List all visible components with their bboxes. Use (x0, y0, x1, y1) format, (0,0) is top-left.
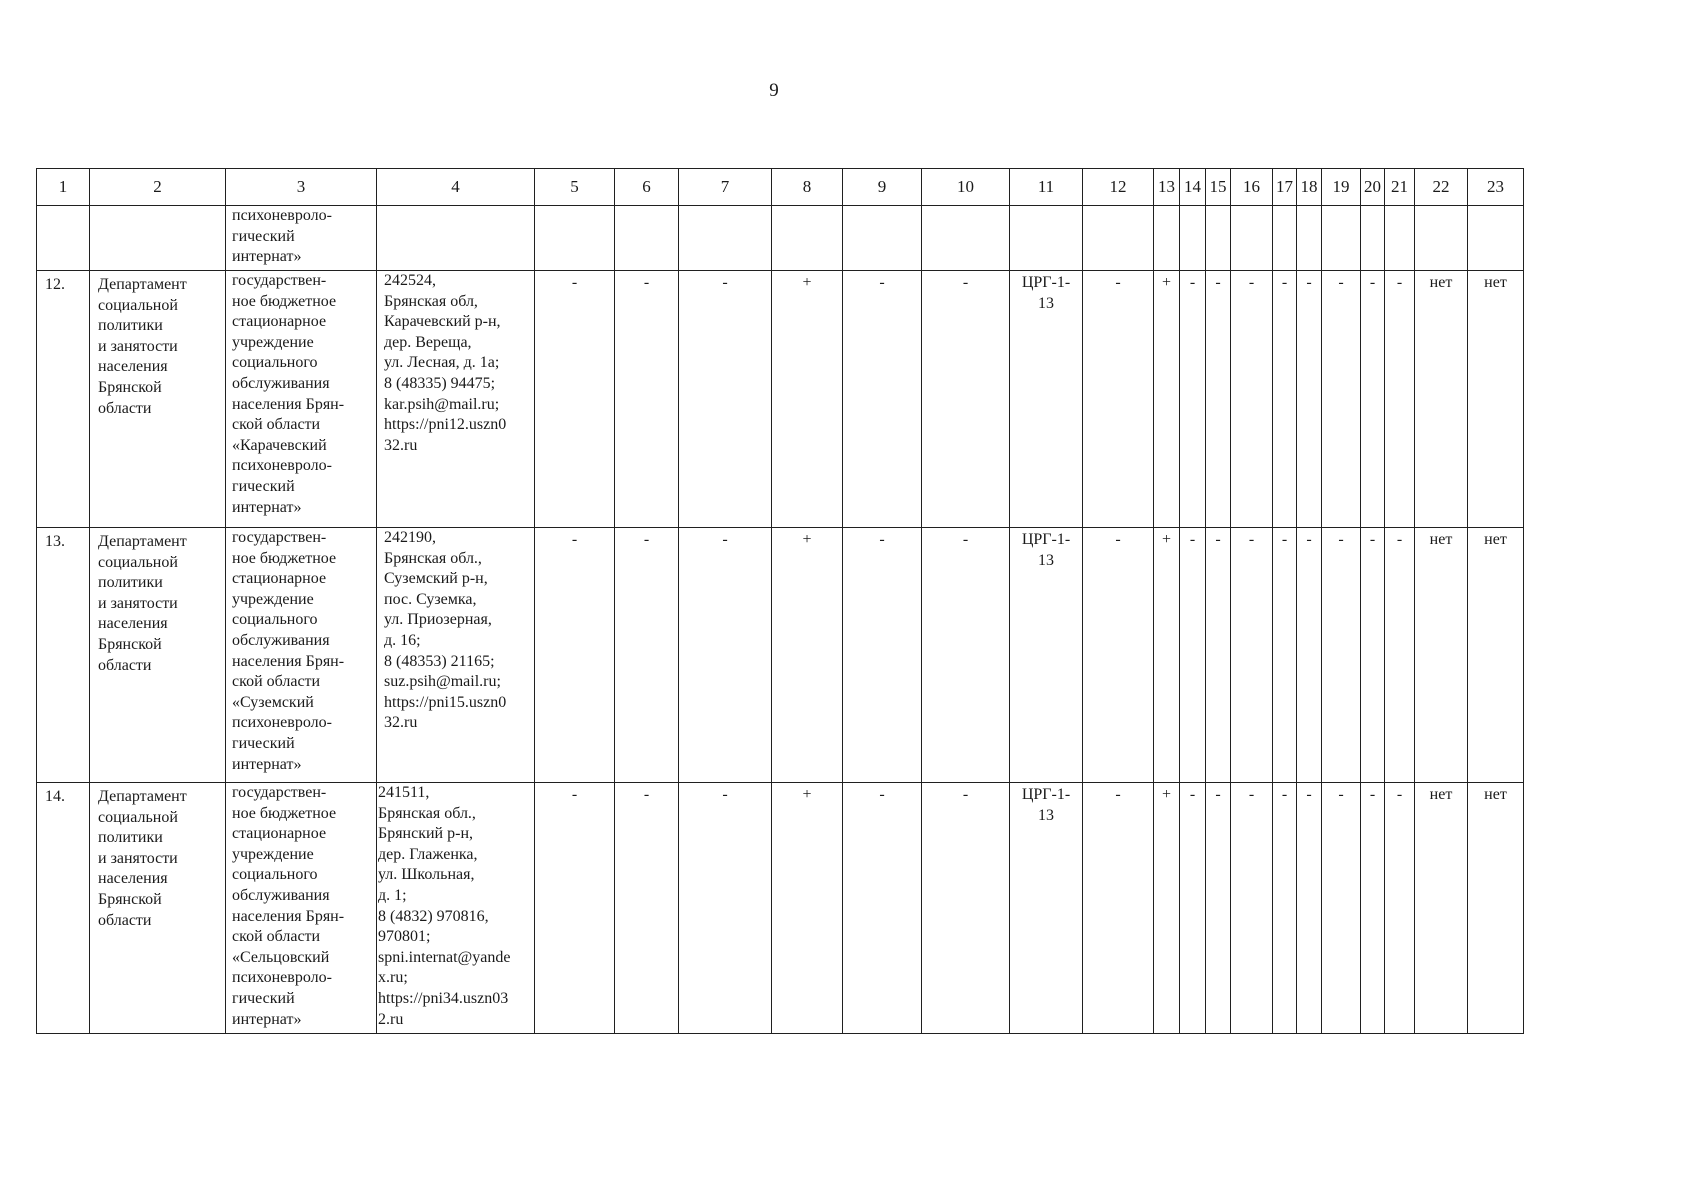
page-number: 9 (769, 80, 779, 101)
column-header: 5 (535, 169, 615, 206)
address-contacts-cell (377, 528, 535, 783)
cell-line: стационарное (232, 313, 327, 331)
cell-line: гический (232, 989, 295, 1007)
cell-line: Брянской (98, 890, 162, 908)
cell-line: гический (232, 227, 295, 245)
cell-line: области (98, 399, 152, 417)
value-cell-c10: - (922, 783, 1010, 1034)
cell-line: ное бюджетное (232, 804, 337, 822)
cell-line: политики (98, 574, 163, 592)
value-cell-c13: + (1154, 783, 1180, 1034)
cell-line: стационарное (232, 825, 327, 843)
value-cell-c8: + (772, 783, 843, 1034)
value-cell-c20: - (1361, 528, 1385, 783)
empty-cell (1010, 206, 1083, 271)
value-cell-c9: - (843, 783, 922, 1034)
cell-line: ской области (232, 673, 321, 691)
value-cell-c15: - (1206, 271, 1231, 528)
value-cell-c10: - (922, 271, 1010, 528)
value-cell-c15: - (1206, 528, 1231, 783)
value-cell-c19: - (1322, 271, 1361, 528)
cell-line: Департамент (98, 788, 187, 805)
cell-line: ное бюджетное (232, 549, 337, 567)
value-cell-c19: - (1322, 528, 1361, 783)
column-header: 19 (1322, 169, 1361, 206)
value-cell-c16: - (1231, 528, 1273, 783)
column-header: 2 (90, 169, 226, 206)
cell-line: и занятости (98, 594, 178, 612)
cell-line: интернат» (232, 1010, 302, 1028)
empty-cell (37, 206, 90, 271)
department-cell (90, 783, 226, 1034)
cell-line: Департамент (98, 533, 187, 550)
value-cell-c21: - (1385, 783, 1415, 1034)
cell-line: гический (232, 477, 295, 495)
empty-cell (90, 206, 226, 271)
empty-cell (1297, 206, 1322, 271)
cell-line: обслуживания (232, 886, 330, 904)
cell-line: Брянской (98, 378, 162, 396)
value-cell-c18: - (1297, 528, 1322, 783)
cell-line: Брянской (98, 635, 162, 653)
institution-name-cell (226, 528, 377, 783)
cell-line: kar.psih@mail.ru; (384, 395, 500, 413)
cell-line: пос. Суземка, (384, 590, 477, 608)
empty-cell (615, 206, 679, 271)
address-contacts-cell (377, 271, 535, 528)
column-header: 3 (226, 169, 377, 206)
cell-line: ЦРГ-1- (1021, 274, 1071, 291)
cell-line: x.ru; (378, 969, 408, 987)
column-header: 12 (1083, 169, 1154, 206)
cell-line: области (98, 911, 152, 929)
cell-line: suz.psih@mail.ru; (384, 673, 501, 691)
value-cell-c22: нет (1415, 271, 1468, 528)
register-table (36, 168, 1524, 1034)
cell-line: дер. Вереща, (384, 333, 472, 351)
row-number-cell: 12. (37, 271, 90, 528)
value-cell-c16: - (1231, 783, 1273, 1034)
table-row (37, 271, 1524, 528)
row-number-cell: 14. (37, 783, 90, 1034)
cell-line: «Карачевский (232, 436, 327, 454)
column-header: 18 (1297, 169, 1322, 206)
empty-cell (679, 206, 772, 271)
cell-line: государствен- (232, 784, 327, 801)
value-cell-c14: - (1180, 271, 1206, 528)
value-cell-c23: нет (1468, 271, 1524, 528)
address-contacts-cell (377, 783, 535, 1034)
cell-line: «Суземский (232, 693, 314, 711)
cell-line: 242190, (384, 529, 436, 546)
cell-line: интернат» (232, 755, 302, 773)
value-cell-c7: - (679, 783, 772, 1034)
cell-line: политики (98, 317, 163, 335)
cell-line: ул. Лесная, д. 1а; (384, 354, 500, 372)
cell-line: государствен- (232, 272, 327, 289)
empty-cell (1083, 206, 1154, 271)
institution-name-cell (226, 206, 377, 271)
cell-line: населения Брян- (232, 907, 345, 925)
cell-line: социальной (98, 553, 178, 571)
column-header: 10 (922, 169, 1010, 206)
cell-line: Брянская обл., (378, 804, 476, 822)
cell-line: государствен- (232, 529, 327, 546)
value-cell-c17: - (1273, 271, 1297, 528)
cell-line: 8 (48353) 21165; (384, 652, 495, 670)
column-header: 17 (1273, 169, 1297, 206)
cell-line: психоневроло- (232, 207, 332, 224)
value-cell-c8: + (772, 528, 843, 783)
institution-name-cell (226, 271, 377, 528)
cell-line: социального (232, 866, 318, 884)
empty-cell (1385, 206, 1415, 271)
cell-line: учреждение (232, 845, 314, 863)
cell-line: и занятости (98, 337, 178, 355)
value-cell-c13: + (1154, 528, 1180, 783)
value-cell-c5: - (535, 271, 615, 528)
value-cell-c23: нет (1468, 783, 1524, 1034)
value-cell-c13: + (1154, 271, 1180, 528)
value-cell-c14: - (1180, 783, 1206, 1034)
cell-line: населения (98, 870, 168, 888)
cell-line: ул. Школьная, (378, 866, 475, 884)
column-header: 20 (1361, 169, 1385, 206)
continuation-row (37, 206, 1524, 271)
department-cell (90, 528, 226, 783)
cell-line: интернат» (232, 498, 302, 516)
cell-line: 13 (1038, 551, 1054, 569)
empty-cell (1231, 206, 1273, 271)
department-cell (90, 271, 226, 528)
cell-line: 8 (48335) 94475; (384, 374, 496, 392)
cell-line: ЦРГ-1- (1021, 786, 1071, 803)
value-cell-c8: + (772, 271, 843, 528)
value-cell-c7: - (679, 271, 772, 528)
value-cell-c15: - (1206, 783, 1231, 1034)
cell-line: 13 (1038, 294, 1054, 312)
table-row (37, 783, 1524, 1034)
value-cell-c12: - (1083, 528, 1154, 783)
column-header: 6 (615, 169, 679, 206)
empty-cell (535, 206, 615, 271)
empty-cell (1415, 206, 1468, 271)
value-cell-c19: - (1322, 783, 1361, 1034)
column-header: 13 (1154, 169, 1180, 206)
value-cell-c5: - (535, 783, 615, 1034)
empty-cell (377, 206, 535, 271)
value-cell-c16: - (1231, 271, 1273, 528)
value-cell-c7: - (679, 528, 772, 783)
cell-line: населения Брян- (232, 395, 345, 413)
cell-line: области (98, 656, 152, 674)
column-header: 9 (843, 169, 922, 206)
cell-line: населения Брян- (232, 652, 345, 670)
empty-cell (922, 206, 1010, 271)
column-header: 14 (1180, 169, 1206, 206)
institution-name-cell (226, 783, 377, 1034)
cell-line: 241511, (378, 784, 430, 801)
value-cell-c12: - (1083, 783, 1154, 1034)
value-cell-c20: - (1361, 783, 1385, 1034)
empty-cell (1180, 206, 1206, 271)
column-header: 16 (1231, 169, 1273, 206)
cell-line: стационарное (232, 570, 327, 588)
value-cell-c5: - (535, 528, 615, 783)
cell-line: интернат» (232, 248, 302, 266)
value-cell-c23: нет (1468, 528, 1524, 783)
cell-line: и занятости (98, 849, 178, 867)
cell-line: Брянский р-н, (378, 825, 473, 843)
empty-cell (1154, 206, 1180, 271)
value-cell-c10: - (922, 528, 1010, 783)
column-header: 1 (37, 169, 90, 206)
cell-line: социального (232, 354, 318, 372)
cell-line: населения (98, 615, 168, 633)
cell-line: Брянская обл., (384, 549, 482, 567)
value-cell-c21: - (1385, 271, 1415, 528)
empty-cell (772, 206, 843, 271)
cell-line: Суземский р-н, (384, 570, 488, 588)
cell-line: ской области (232, 416, 321, 434)
value-cell-c12: - (1083, 271, 1154, 528)
value-cell-c11 (1010, 528, 1083, 783)
column-header: 22 (1415, 169, 1468, 206)
cell-line: социального (232, 611, 318, 629)
value-cell-c20: - (1361, 271, 1385, 528)
column-header: 23 (1468, 169, 1524, 206)
value-cell-c6: - (615, 783, 679, 1034)
cell-line: 8 (4832) 970816, (378, 907, 489, 925)
value-cell-c18: - (1297, 783, 1322, 1034)
cell-line: обслуживания (232, 631, 330, 649)
empty-cell (843, 206, 922, 271)
empty-cell (1322, 206, 1361, 271)
cell-line: психоневроло- (232, 457, 332, 475)
table-row (37, 528, 1524, 783)
cell-line: д. 16; (384, 631, 421, 649)
column-header: 4 (377, 169, 535, 206)
cell-line: https://pni15.uszn0 (384, 693, 507, 711)
column-header: 21 (1385, 169, 1415, 206)
cell-line: д. 1; (378, 886, 407, 904)
cell-line: 970801; (378, 928, 431, 946)
cell-line: социальной (98, 296, 178, 314)
cell-line: Брянская обл, (384, 292, 478, 310)
cell-line: 32.ru (384, 714, 418, 732)
value-cell-c17: - (1273, 528, 1297, 783)
cell-line: ное бюджетное (232, 292, 337, 310)
cell-line: ЦРГ-1- (1021, 531, 1071, 548)
cell-line: ул. Приозерная, (384, 611, 492, 629)
empty-cell (1206, 206, 1231, 271)
value-cell-c11 (1010, 783, 1083, 1034)
empty-cell (1361, 206, 1385, 271)
cell-line: ской области (232, 928, 321, 946)
cell-line: 32.ru (384, 436, 418, 454)
value-cell-c22: нет (1415, 783, 1468, 1034)
empty-cell (1273, 206, 1297, 271)
column-header: 11 (1010, 169, 1083, 206)
row-number-cell: 13. (37, 528, 90, 783)
cell-line: политики (98, 829, 163, 847)
cell-line: «Сельцовский (232, 948, 330, 966)
cell-line: 2.ru (378, 1010, 404, 1028)
column-header: 15 (1206, 169, 1231, 206)
column-header: 8 (772, 169, 843, 206)
cell-line: 13 (1038, 806, 1054, 824)
cell-line: социальной (98, 808, 178, 826)
cell-line: учреждение (232, 590, 314, 608)
cell-line: гический (232, 734, 295, 752)
value-cell-c6: - (615, 271, 679, 528)
value-cell-c21: - (1385, 528, 1415, 783)
value-cell-c9: - (843, 528, 922, 783)
cell-line: https://pni34.uszn03 (378, 989, 509, 1007)
value-cell-c22: нет (1415, 528, 1468, 783)
value-cell-c18: - (1297, 271, 1322, 528)
cell-line: населения (98, 358, 168, 376)
cell-line: учреждение (232, 333, 314, 351)
header-row (37, 169, 1524, 206)
cell-line: 242524, (384, 272, 436, 289)
empty-cell (1468, 206, 1524, 271)
cell-line: обслуживания (232, 374, 330, 392)
cell-line: spni.internat@yande (378, 948, 511, 966)
cell-line: https://pni12.uszn0 (384, 416, 507, 434)
value-cell-c6: - (615, 528, 679, 783)
cell-line: Департамент (98, 276, 187, 293)
cell-line: дер. Глаженка, (378, 845, 478, 863)
cell-line: психоневроло- (232, 714, 332, 732)
cell-line: психоневроло- (232, 969, 332, 987)
value-cell-c14: - (1180, 528, 1206, 783)
value-cell-c17: - (1273, 783, 1297, 1034)
column-header: 7 (679, 169, 772, 206)
value-cell-c9: - (843, 271, 922, 528)
cell-line: Карачевский р-н, (384, 313, 501, 331)
value-cell-c11 (1010, 271, 1083, 528)
